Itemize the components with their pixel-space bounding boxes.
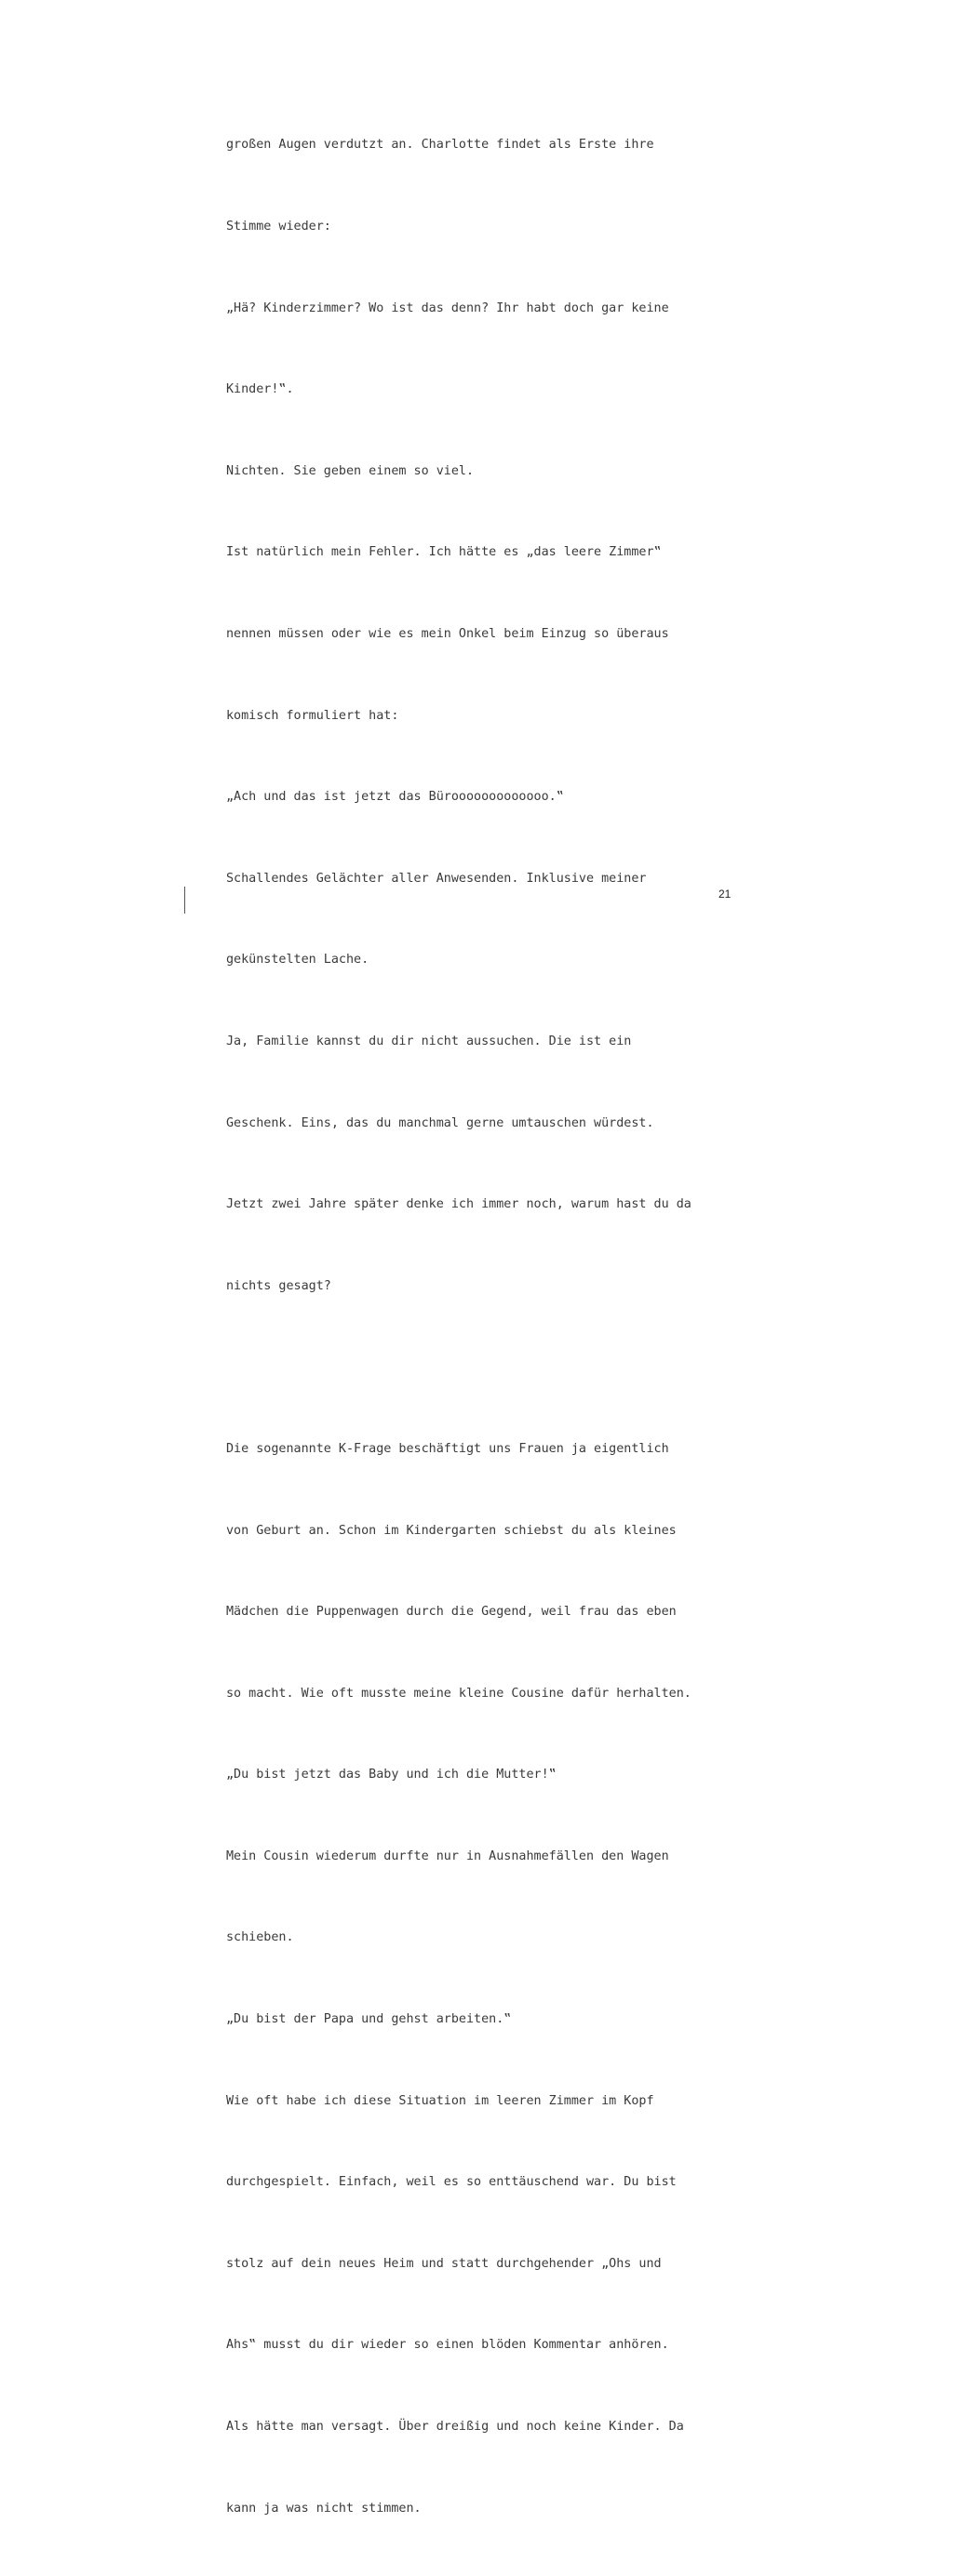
text-line: Nichten. Sie geben einem so viel. <box>226 463 475 478</box>
body-text <box>226 77 747 2576</box>
text-line: komisch formuliert hat: <box>226 708 399 723</box>
text-line: Als hätte man versagt. Über dreißig und noch keine Kinder. Da <box>226 2420 684 2435</box>
text-line: nichts gesagt? <box>226 1278 331 1293</box>
text-line: schieben. <box>226 1930 294 1945</box>
text-line: „Hä? Kinderzimmer? Wo ist das denn? Ihr habt doch gar keine <box>226 300 669 315</box>
text-line: gekünstelten Lache. <box>226 953 369 968</box>
text-line: Die sogenannte K-Frage beschäftigt uns Frauen ja eigentlich <box>226 1441 669 1456</box>
text-line: Ahs‟ musst du dir wieder so einen blöden Kommentar anhören. <box>226 2338 669 2353</box>
paragraph-break <box>226 1354 747 1381</box>
text-line: durchgespielt. Einfach, weil es so enttäuschend war. Du bist <box>226 2175 677 2190</box>
text-line: Ja, Familie kannst du dir nicht aussuchen. Die ist ein <box>226 1034 632 1048</box>
text-line: „Ach und das ist jetzt das Bürooooooooooooo.‟ <box>226 790 564 805</box>
page-number: 21 <box>718 888 732 901</box>
text-line: kann ja was nicht stimmen. <box>226 2501 422 2516</box>
text-line: nennen müssen oder wie es mein Onkel beim Einzug so überaus <box>226 626 669 641</box>
text-line: so macht. Wie oft musste meine kleine Cousine dafür herhalten. <box>226 1686 691 1701</box>
text-line: Wie oft habe ich diese Situation im leeren Zimmer im Kopf <box>226 2093 654 2108</box>
text-line: stolz auf dein neues Heim und statt durchgehender „Ohs und <box>226 2256 662 2271</box>
text-line: Geschenk. Eins, das du manchmal gerne umtauschen würdest. <box>226 1115 654 1130</box>
text-line: Mädchen die Puppenwagen durch die Gegend, weil frau das eben <box>226 1605 677 1620</box>
text-line: Schallendes Gelächter aller Anwesenden. Inklusive meiner <box>226 871 647 886</box>
text-line: Mein Cousin wiederum durfte nur in Ausnahmefällen den Wagen <box>226 1849 669 1863</box>
text-line: von Geburt an. Schon im Kindergarten schiebst du als kleines <box>226 1523 677 1538</box>
text-line: Ist natürlich mein Fehler. Ich hätte es „das leere Zimmer‟ <box>226 545 662 560</box>
margin-rule <box>184 887 185 914</box>
text-line: Jetzt zwei Jahre später denke ich immer noch, warum hast du da <box>226 1197 691 1212</box>
text-line: „Du bist der Papa und gehst arbeiten.‟ <box>226 2012 512 2027</box>
text-line: „Du bist jetzt das Baby und ich die Mutter!‟ <box>226 1768 557 1782</box>
text-line: Kinder!‟. <box>226 382 294 397</box>
text-line: Stimme wieder: <box>226 220 331 234</box>
text-line: großen Augen verdutzt an. Charlotte findet als Erste ihre <box>226 138 654 153</box>
